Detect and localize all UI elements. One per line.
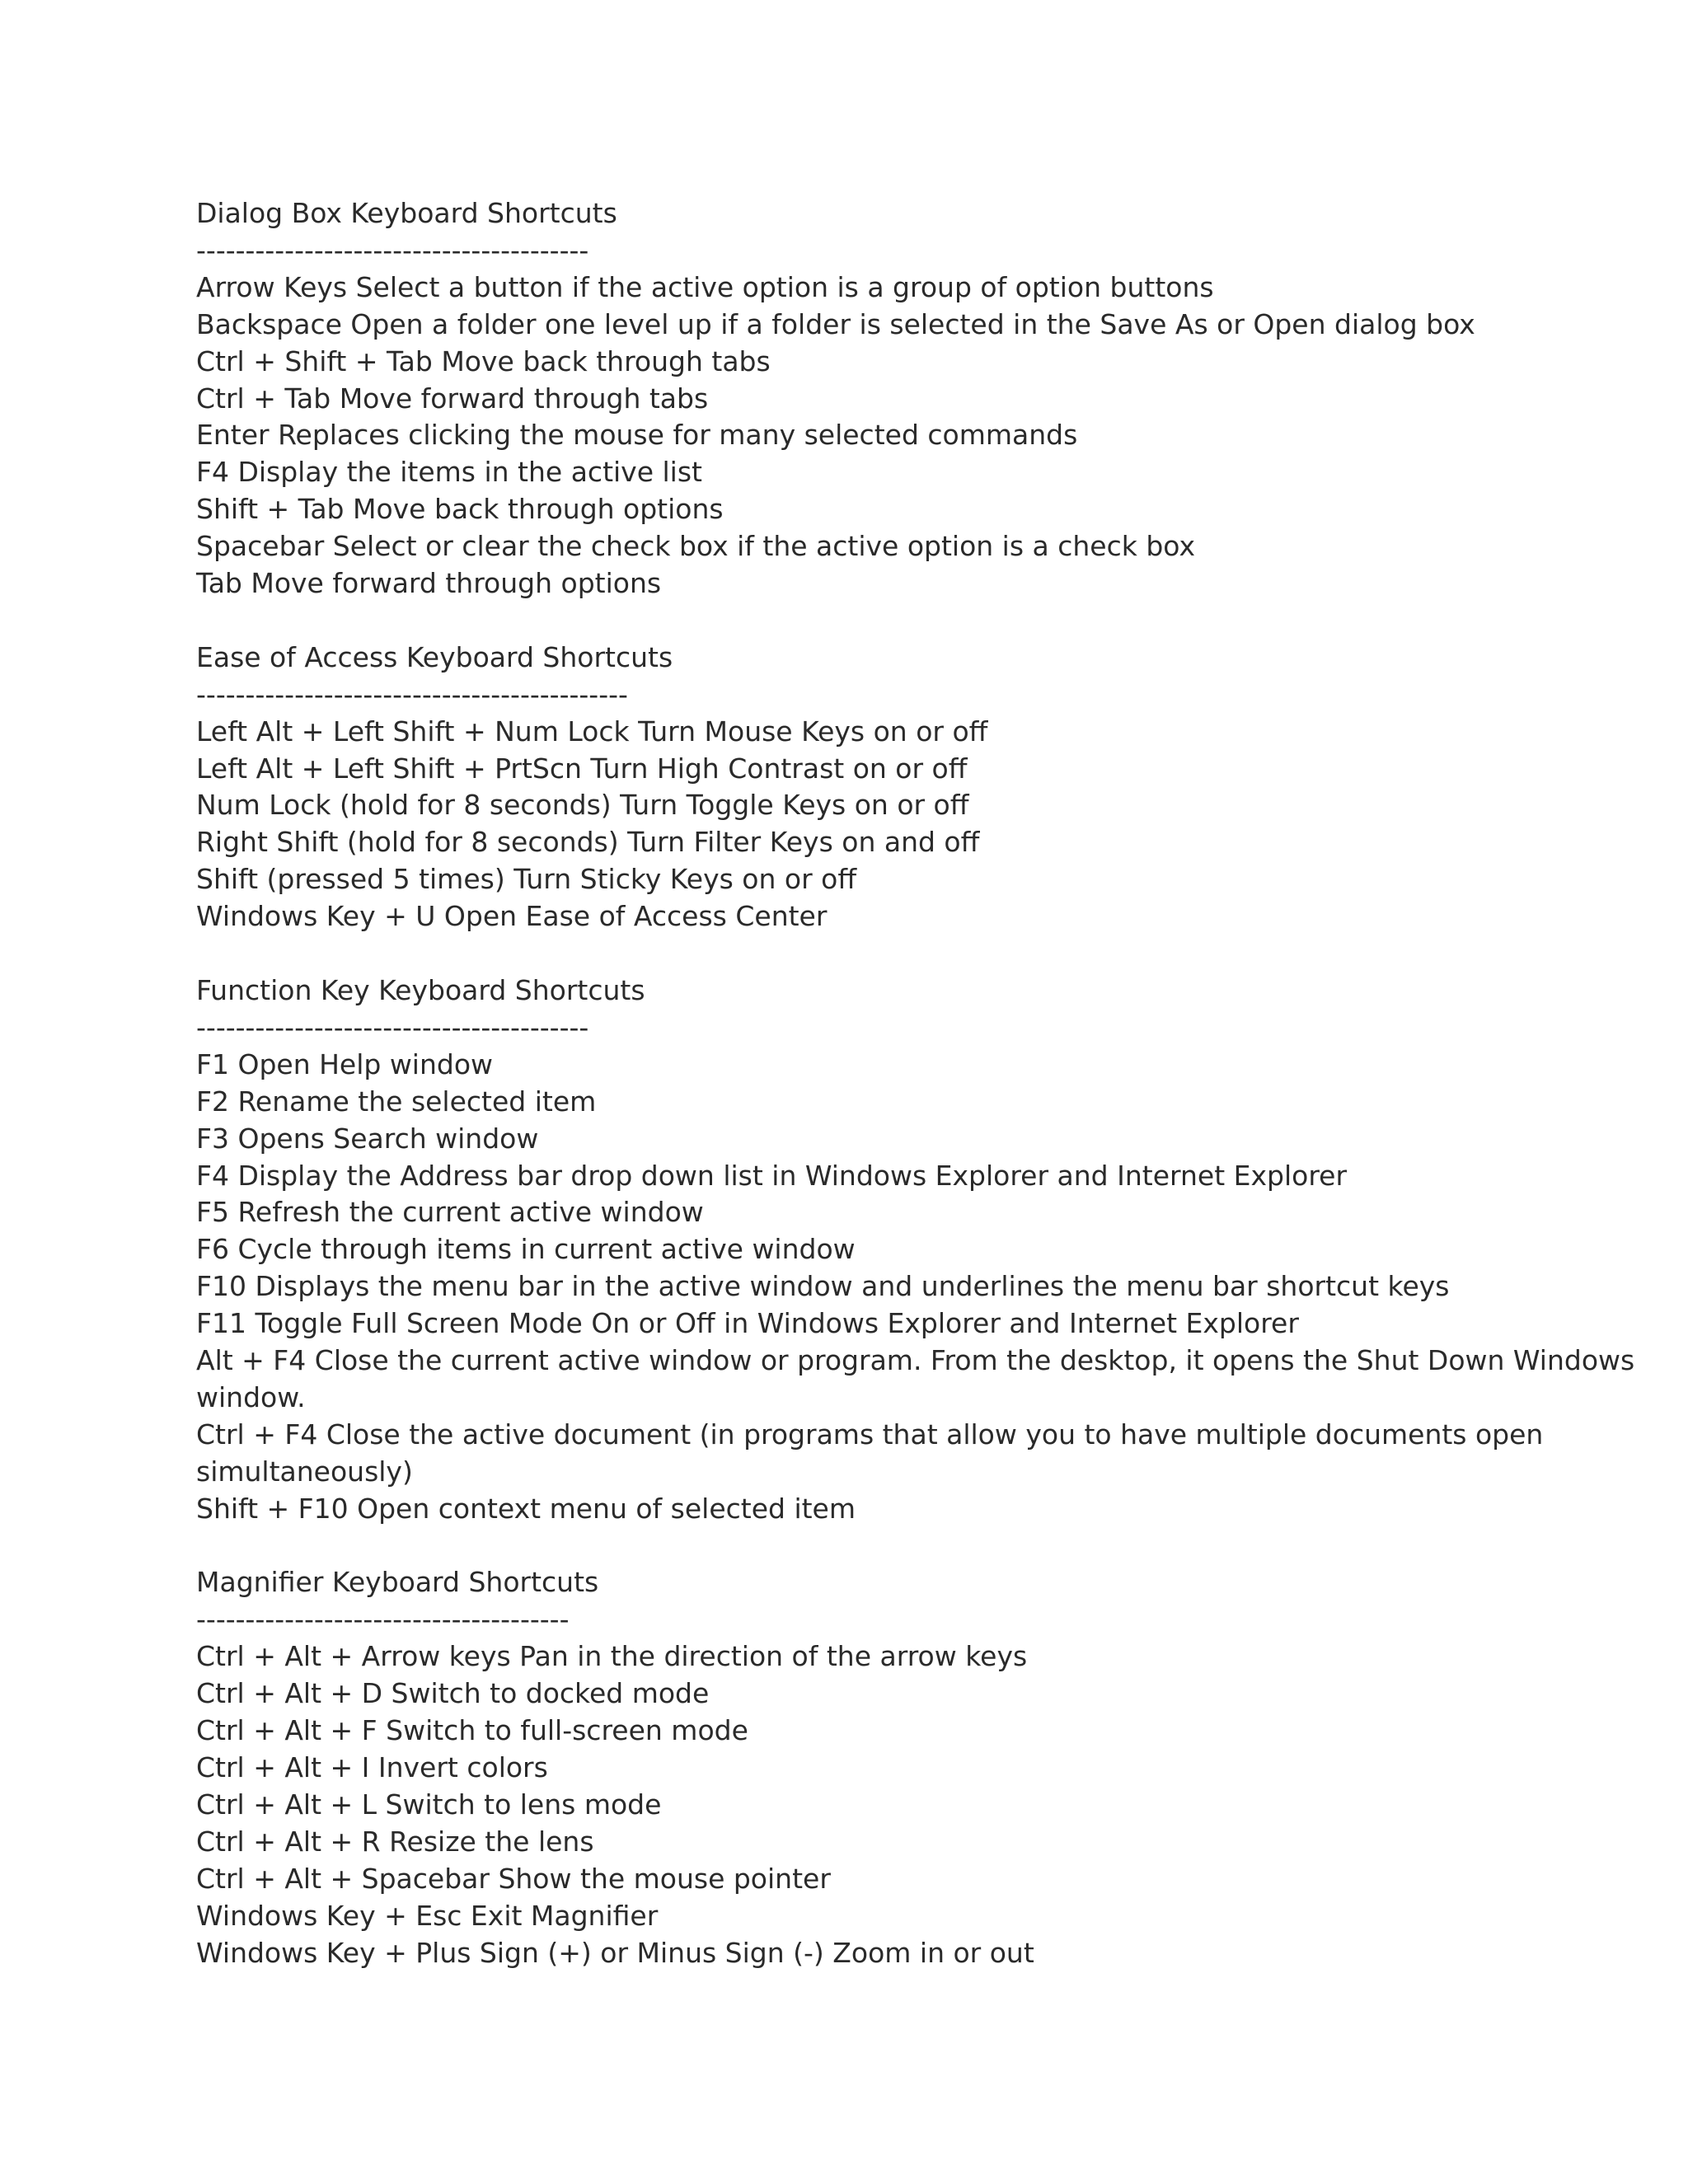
shortcut-line: F4 Display the Address bar drop down list in Windows Explorer and Internet Explorer — [196, 1159, 1348, 1192]
shortcut-line: F2 Rename the selected item — [196, 1085, 597, 1118]
shortcut-line: Windows Key + Plus Sign (+) or Minus Sign (-) Zoom in or out — [196, 1936, 1034, 1969]
shortcut-line: Backspace Open a folder one level up if a folder is selected in the Save As or Open dialog box — [196, 307, 1475, 340]
shortcut-line: Spacebar Select or clear the check box if the active option is a check box — [196, 530, 1195, 563]
shortcut-line: Shift + Tab Move back through options — [196, 493, 724, 526]
shortcut-line: Ctrl + F4 Close the active document (in programs that allow you to have multiple documents open simultaneously) — [196, 1418, 1552, 1488]
shortcut-line: F1 Open Help window — [196, 1047, 494, 1080]
shortcut-line: Ctrl + Alt + R Resize the lens — [196, 1825, 594, 1858]
section-heading: Magnifier Keyboard Shortcuts — [196, 1566, 599, 1599]
section-rule: -------------------------------------- — [196, 1603, 570, 1636]
section-function-key — [196, 972, 1647, 1528]
shortcut-line: Shift + F10 Open context menu of selected item — [196, 1492, 856, 1525]
section-heading: Ease of Access Keyboard Shortcuts — [196, 640, 673, 673]
shortcut-line: Enter Replaces clicking the mouse for many selected commands — [196, 419, 1078, 452]
section-rule: ---------------------------------------- — [196, 1010, 589, 1043]
document-page — [196, 195, 1647, 2008]
shortcut-line: Ctrl + Alt + L Switch to lens mode — [196, 1788, 662, 1821]
shortcut-line: Right Shift (hold for 8 seconds) Turn Filter Keys on and off — [196, 826, 980, 859]
shortcut-line: Ctrl + Alt + Spacebar Show the mouse pointer — [196, 1862, 831, 1895]
shortcut-line: Ctrl + Shift + Tab Move back through tabs — [196, 344, 771, 377]
section-magnifier — [196, 1564, 1647, 1971]
section-rule: ---------------------------------------- — [196, 233, 589, 266]
shortcut-line: Alt + F4 Close the current active window or program. From the desktop, it opens the Shut Down Windows window. — [196, 1344, 1643, 1413]
shortcut-line: Ctrl + Alt + I Invert colors — [196, 1751, 548, 1784]
section-ease-of-access — [196, 640, 1647, 935]
section-heading: Dialog Box Keyboard Shortcuts — [196, 197, 617, 229]
shortcut-line: F6 Cycle through items in current active window — [196, 1233, 856, 1266]
shortcut-line: Left Alt + Left Shift + Num Lock Turn Mouse Keys on or off — [196, 715, 988, 748]
shortcut-line: Shift (pressed 5 times) Turn Sticky Keys on or off — [196, 863, 857, 896]
section-heading: Function Key Keyboard Shortcuts — [196, 974, 645, 1006]
shortcut-line: Ctrl + Alt + D Switch to docked mode — [196, 1677, 710, 1710]
shortcut-line: Ctrl + Alt + Arrow keys Pan in the direction of the arrow keys — [196, 1640, 1028, 1673]
shortcut-line: Left Alt + Left Shift + PrtScn Turn High Contrast on or off — [196, 752, 968, 785]
shortcut-line: F4 Display the items in the active list — [196, 456, 702, 489]
section-rule: -------------------------------------------- — [196, 677, 628, 710]
shortcut-line: Windows Key + Esc Exit Magnifier — [196, 1899, 659, 1932]
shortcut-line: Windows Key + U Open Ease of Access Center — [196, 900, 828, 933]
shortcut-line: Arrow Keys Select a button if the active option is a group of option buttons — [196, 270, 1214, 303]
shortcut-line: F11 Toggle Full Screen Mode On or Off in Windows Explorer and Internet Explorer — [196, 1307, 1299, 1340]
shortcut-line: F5 Refresh the current active window — [196, 1196, 704, 1229]
shortcut-line: F10 Displays the menu bar in the active window and underlines the menu bar shortcut keys — [196, 1270, 1450, 1303]
shortcut-line: Ctrl + Alt + F Switch to full-screen mode — [196, 1714, 748, 1747]
shortcut-line: Ctrl + Tab Move forward through tabs — [196, 382, 709, 415]
shortcut-line: Num Lock (hold for 8 seconds) Turn Toggle Keys on or off — [196, 789, 969, 822]
section-dialog-box — [196, 195, 1647, 602]
shortcut-line: Tab Move forward through options — [196, 567, 662, 600]
shortcut-line: F3 Opens Search window — [196, 1122, 539, 1155]
